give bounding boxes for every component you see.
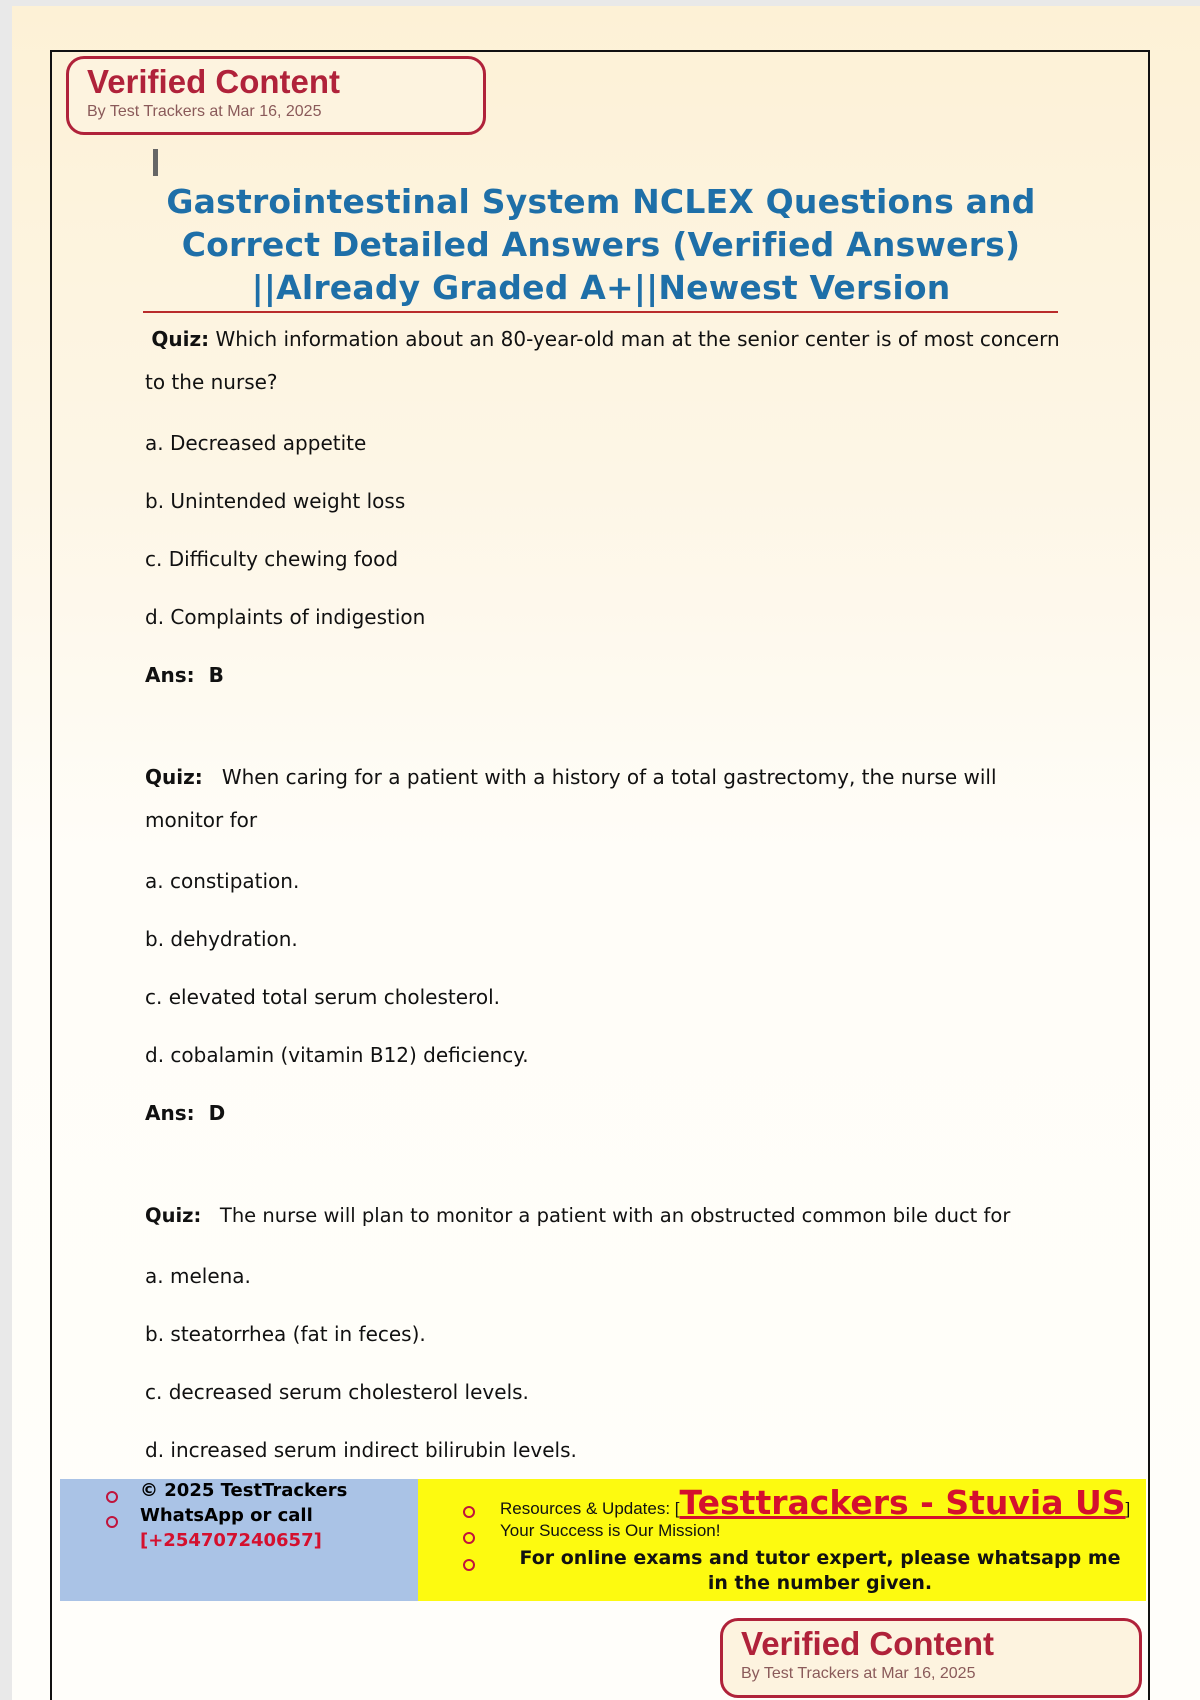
- bullet-icon: [463, 1506, 475, 1518]
- tutor-line-2: in the number given.: [707, 1572, 933, 1594]
- question-text: The nurse will plan to monitor a patient with an obstructed common bile duct for: [219, 1204, 1011, 1227]
- answer-1: [145, 646, 1065, 704]
- stamp-title: Verified Content: [87, 63, 341, 100]
- footer-whatsapp-label: WhatsApp or call: [140, 1505, 313, 1526]
- verified-stamp-top: [66, 56, 486, 135]
- option-a: a. melena.: [145, 1264, 251, 1288]
- quiz-content: [145, 318, 1065, 1479]
- option-b: b. dehydration.: [145, 927, 298, 951]
- option-d: d. increased serum indirect bilirubin levels.: [145, 1438, 577, 1462]
- option-c: c. decreased serum cholesterol levels.: [145, 1380, 529, 1404]
- quiz-label: Quiz:: [145, 765, 203, 789]
- bullet-icon: [463, 1532, 475, 1544]
- footer-mission: Your Success is Our Mission!: [500, 1521, 721, 1540]
- footer-promo-panel: [418, 1479, 1146, 1601]
- option-c: c. elevated total serum cholesterol.: [145, 985, 500, 1009]
- verified-stamp-bottom: [720, 1618, 1142, 1698]
- stamp-subtitle: By Test Trackers at Mar 16, 2025: [87, 103, 322, 120]
- stamp-subtitle: By Test Trackers at Mar 16, 2025: [741, 1665, 976, 1682]
- footer-resources: [500, 1483, 1130, 1522]
- footer-copyright: © 2025 TestTrackers: [140, 1480, 348, 1501]
- question-1: [145, 318, 1065, 404]
- option-c: c. Difficulty chewing food: [145, 547, 399, 571]
- resources-close: ]: [1125, 1499, 1131, 1518]
- title-line-1: Gastrointestinal System NCLEX Questions and: [166, 182, 1036, 221]
- page-title: [140, 180, 1062, 309]
- title-line-3: ||Already Graded A+||Newest Version: [251, 268, 951, 307]
- question-2: [145, 756, 1065, 842]
- question-text: Which information about an 80-year-old man at the senior center is of most concern to the nurse?: [145, 327, 1060, 394]
- ans-label: Ans:: [145, 663, 195, 687]
- bullet-icon: [106, 1491, 118, 1503]
- footer-phone[interactable]: [+254707240657]: [140, 1530, 322, 1551]
- text-cursor: [153, 149, 158, 176]
- title-divider: [143, 311, 1058, 313]
- answer-value: D: [208, 1101, 226, 1125]
- option-d: d. Complaints of indigestion: [145, 605, 426, 629]
- title-line-2: Correct Detailed Answers (Verified Answers): [181, 225, 1021, 264]
- bullet-icon: [106, 1516, 118, 1528]
- bullet-icon: [463, 1559, 475, 1571]
- option-b: b. steatorrhea (fat in feces).: [145, 1322, 426, 1346]
- option-d: d. cobalamin (vitamin B12) deficiency.: [145, 1043, 529, 1067]
- stamp-title: Verified Content: [741, 1625, 995, 1662]
- quiz-label: Quiz:: [151, 327, 210, 351]
- option-b: b. Unintended weight loss: [145, 489, 406, 513]
- question-text: When caring for a patient with a history of a total gastrectomy, the nurse will monitor for: [145, 765, 997, 832]
- answer-2: [145, 1084, 1065, 1142]
- ans-label: Ans:: [145, 1101, 195, 1125]
- answer-value: B: [208, 663, 224, 687]
- footer-tutor-note: [500, 1546, 1140, 1596]
- option-a: a. constipation.: [145, 869, 300, 893]
- question-3: [145, 1194, 1065, 1237]
- resources-label: Resources & Updates: [: [500, 1499, 680, 1518]
- option-a: a. Decreased appetite: [145, 431, 367, 455]
- resources-link[interactable]: Testtrackers - Stuvia US: [679, 1483, 1126, 1522]
- tutor-line-1: For online exams and tutor expert, please whatsapp me: [519, 1547, 1121, 1569]
- quiz-label: Quiz:: [145, 1204, 202, 1227]
- footer-contact-panel: [60, 1479, 418, 1601]
